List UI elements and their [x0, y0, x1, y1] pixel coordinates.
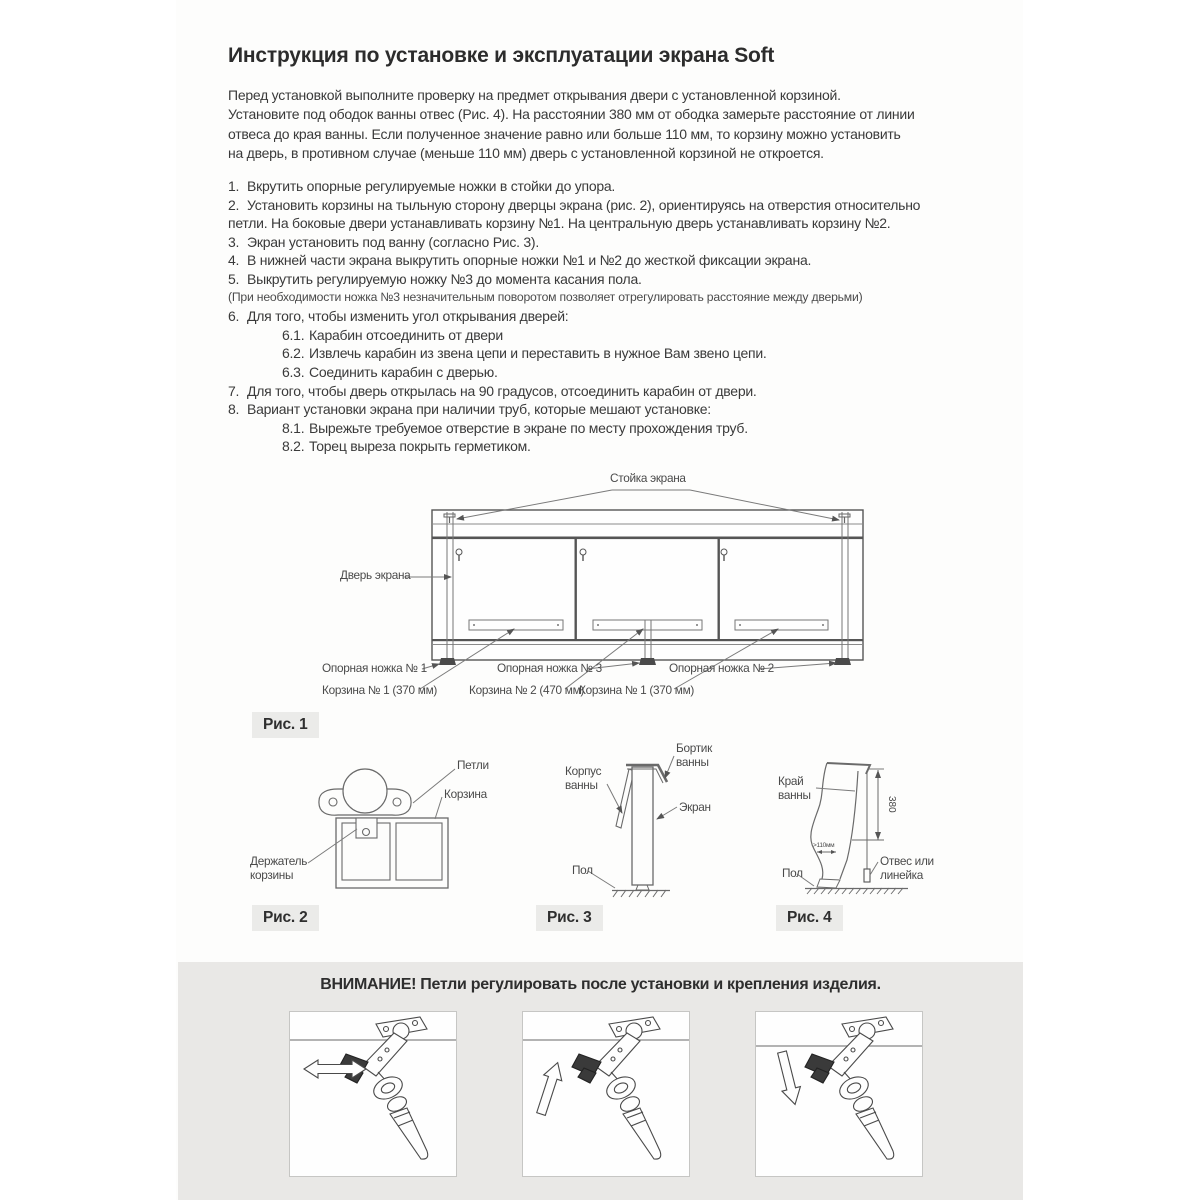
step-2: 2. Установить корзины на тыльную сторону дверцы экрана (рис. 2), ориентируясь на отверстия относительно — [228, 196, 921, 213]
intro-paragraph — [228, 86, 998, 163]
horizontal-adjust-arrow-icon — [304, 1060, 366, 1078]
fig2-label-hinges: Петли — [457, 758, 489, 772]
figure-2-drawing — [250, 755, 500, 905]
intro-line: Установите под ободок ванны отвес (Рис. 4). На расстоянии 380 мм от ободка замерьте расстояние от линии — [228, 106, 915, 123]
page-title: Инструкция по установке и эксплуатации экрана Soft — [228, 44, 775, 67]
fig1-label-leg3: Опорная ножка № 3 — [497, 661, 602, 675]
warning-panel — [178, 962, 1023, 1200]
figure-1-screen-diagram — [320, 468, 880, 708]
fig3-label-body: Корпус ванны — [565, 764, 602, 792]
hinge-adjust-box-2 — [522, 1011, 690, 1177]
intro-line: отвеса до края ванны. Если полученное значение равно или больше 110 мм, то корзину можно установить — [228, 125, 901, 142]
upward-adjust-arrow-icon — [532, 1060, 567, 1117]
step-8-2: 8.2. Торец выреза покрыть герметиком. — [282, 438, 531, 455]
hinge-illustration-up — [523, 1012, 689, 1176]
step-5-note: (При необходимости ножка №3 незначительным поворотом позволяет отрегулировать расстояние между дверьми) — [228, 289, 863, 304]
step-6-2: 6.2. Извлечь карабин из звена цепи и переставить в нужное Вам звено цепи. — [282, 345, 767, 362]
fig4-caption: Рис. 4 — [776, 905, 843, 931]
fig1-label-door: Дверь экрана — [340, 568, 411, 582]
fig1-label-stand: Стойка экрана — [610, 471, 686, 485]
fig1-label-leg1: Опорная ножка № 1 — [322, 661, 427, 675]
fig1-label-leg2: Опорная ножка № 2 — [669, 661, 774, 675]
fig3-label-rim: Бортик ванны — [676, 741, 712, 769]
step-5: 5. Выкрутить регулируемую ножку №3 до момента касания пола. — [228, 270, 642, 287]
step-8-1: 8.1. Вырежьте требуемое отверстие в экране по месту прохождения труб. — [282, 419, 748, 436]
hinge-illustration-horizontal — [290, 1012, 456, 1176]
fig4-dim-380: 380 — [886, 796, 897, 813]
fig1-label-basket1-right: Корзина № 1 (370 мм) — [579, 683, 695, 697]
step-6-3: 6.3. Соединить карабин с дверью. — [282, 363, 498, 380]
step-4: 4. В нижней части экрана выкрутить опорные ножки №1 и №2 до жесткой фиксации экрана. — [228, 252, 812, 269]
step-6-1: 6.1. Карабин отсоединить от двери — [282, 326, 503, 343]
figure-3-install-diagram — [560, 740, 785, 900]
step-8: 8. Вариант установки экрана при наличии труб, которые мешают установке: — [228, 401, 711, 418]
step-1: 1. Вкрутить опорные регулируемые ножки в стойки до упора. — [228, 178, 616, 194]
fig3-label-screen: Экран — [679, 800, 711, 814]
hinge-illustration-down — [756, 1012, 922, 1176]
fig4-label-floor: Пол — [782, 866, 803, 880]
figure-4-measure-diagram — [770, 740, 975, 900]
downward-adjust-arrow-icon — [773, 1050, 804, 1107]
intro-line: на дверь, в противном случае (меньше 110 мм) дверь с установленной корзиной не откроется. — [228, 144, 824, 161]
fig2-label-holder: Держатель корзины — [250, 854, 308, 882]
fig3-caption: Рис. 3 — [536, 905, 603, 931]
fig4-label-edge: Край ванны — [778, 774, 811, 802]
step-3: 3. Экран установить под ванну (согласно Рис. 3). — [228, 233, 539, 250]
fig1-label-basket1-left: Корзина № 1 (370 мм) — [322, 683, 438, 697]
hinge-adjust-box-1 — [289, 1011, 457, 1177]
fig4-dim-110: >110мм — [813, 842, 835, 849]
steps-list — [228, 178, 1003, 457]
intro-line: Перед установкой выполните проверку на предмет открывания двери с установленной корзиной. — [228, 87, 841, 103]
fig2-label-basket: Корзина — [444, 787, 487, 801]
fig1-caption: Рис. 1 — [252, 712, 319, 738]
fig2-caption: Рис. 2 — [252, 905, 319, 931]
hinge-adjust-box-3 — [755, 1011, 923, 1177]
step-6: 6. Для того, чтобы изменить угол открывания дверей: — [228, 308, 569, 325]
fig3-label-floor: Пол — [572, 863, 593, 877]
figure-2-basket-diagram — [250, 755, 500, 905]
fig1-label-basket2: Корзина № 2 (470 мм) — [469, 683, 585, 697]
step-2-cont: петли. На боковые двери устанавливать корзину №1. На центральную дверь устанавливать корзину №2. — [228, 215, 891, 232]
step-7: 7. Для того, чтобы дверь открылась на 90 градусов, отсоединить карабин от двери. — [228, 382, 757, 399]
warning-text: ВНИМАНИЕ! Петли регулировать после установки и крепления изделия. — [320, 976, 881, 993]
fig4-label-plumb: Отвес или линейка — [880, 854, 934, 882]
